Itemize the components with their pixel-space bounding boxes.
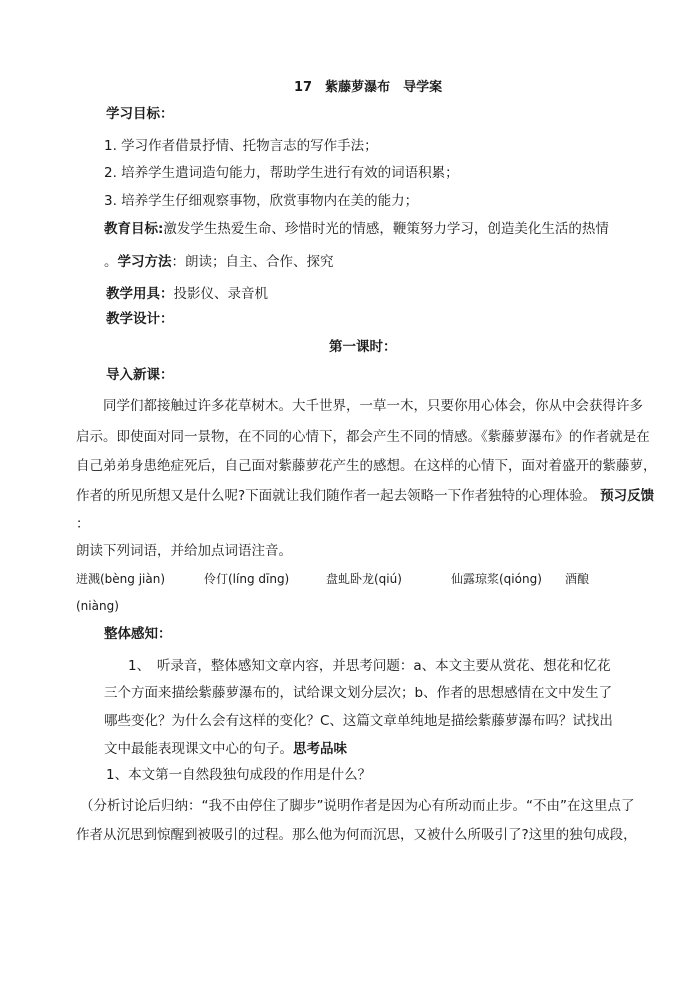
method-prefix: 。 xyxy=(104,254,118,270)
objective-item: 2. 培养学生遣词造句能力，帮助学生进行有效的词语积累； xyxy=(104,165,459,181)
method-label: 学习方法 xyxy=(117,254,172,270)
method-text: ：朗读；自主、合作、探究 xyxy=(171,254,334,270)
analysis-line: 作者从沉思到惊醒到被吸引的过程。那么他为何而沉思，又被什么所吸引了?这里的独句成段， xyxy=(76,827,637,843)
objectives-heading: 学习目标： xyxy=(106,106,174,122)
vocab-word: 伶仃(líng dīng) xyxy=(204,572,290,586)
vocab-word: 仙露琼浆(qióng) xyxy=(451,572,542,586)
objective-item: 3. 培养学生仔细观察事物，欣赏事物内在美的能力； xyxy=(104,193,419,209)
intro-line-text: 作者的所见所想又是什么呢?下面就让我们随作者一起去领略一下作者独特的心理体验。 xyxy=(76,488,597,504)
overall-line-text: 文中最能表现课文中心的句子。 xyxy=(104,741,293,757)
overall-line: 1、 听录音，整体感知文章内容，并思考问题：a、本文主要从赏花、想花和忆花 xyxy=(128,658,611,674)
tools-label: 教学用具： xyxy=(106,286,174,302)
design-heading: 教学设计： xyxy=(106,311,174,327)
vocab-word: 酒酿 xyxy=(565,572,590,586)
teaching-tools xyxy=(106,285,268,303)
analysis-line: （分析讨论后归纳：“我不由停住了脚步”说明作者是因为心有所动而止步。“不由”在这里点了 xyxy=(80,798,635,814)
education-goal-text: 激发学生热爱生命、珍惜时光的情感，鞭策努力学习，创造美化生活的热情 xyxy=(163,221,609,237)
lesson-heading: 第一课时： xyxy=(329,339,397,355)
intro-line xyxy=(76,487,654,505)
intro-line: 同学们都接触过许多花草树木。大千世界，一草一木，只要你用心体会，你从中会获得许多 xyxy=(103,398,643,414)
intro-line: 自己弟弟身患绝症死后，自己面对紫藤萝花产生的感想。在这样的心情下，面对着盛开的紫藤萝， xyxy=(76,458,657,474)
vocab-word: 迸溅(bèng jiàn) xyxy=(76,572,166,586)
education-goal-label: 教育目标: xyxy=(104,221,164,237)
intro-heading: 导入新课： xyxy=(106,367,174,383)
overall-line: 哪些变化？为什么会有这样的变化？C、这篇文章单纯地是描绘紫藤萝瀑布吗？试找出 xyxy=(104,713,613,729)
vocab-instruction: 朗读下列词语，并给加点词语注音。 xyxy=(76,543,292,559)
education-goal xyxy=(104,220,609,238)
objective-item: 1. 学习作者借景抒情、托物言志的写作手法； xyxy=(104,138,378,154)
question-1: 1、本文第一自然段独句成段的作用是什么？ xyxy=(106,767,372,783)
vocab-pinyin: (niàng) xyxy=(76,599,119,613)
page-title: 17 紫藤萝瀑布 导学案 xyxy=(294,80,443,95)
intro-line: 启示。即使面对同一景物，在不同的心情下，都会产生不同的情感。《紫藤萝瀑布》的作者就是在 xyxy=(76,429,650,445)
overall-line xyxy=(104,740,347,758)
vocab-word: 盘虬卧龙(qiú) xyxy=(326,572,402,586)
tools-text: 投影仪、录音机 xyxy=(173,286,268,302)
overall-heading: 整体感知： xyxy=(104,626,172,642)
think-label: 思考品味 xyxy=(293,741,347,757)
feedback-label: 预习反馈 xyxy=(600,488,655,504)
overall-line: 三个方面来描绘紫藤萝瀑布的，试给课文划分层次；b、作者的思想感情在文中发生了 xyxy=(104,685,613,701)
learning-method xyxy=(104,253,334,271)
feedback-colon: ： xyxy=(76,516,90,532)
